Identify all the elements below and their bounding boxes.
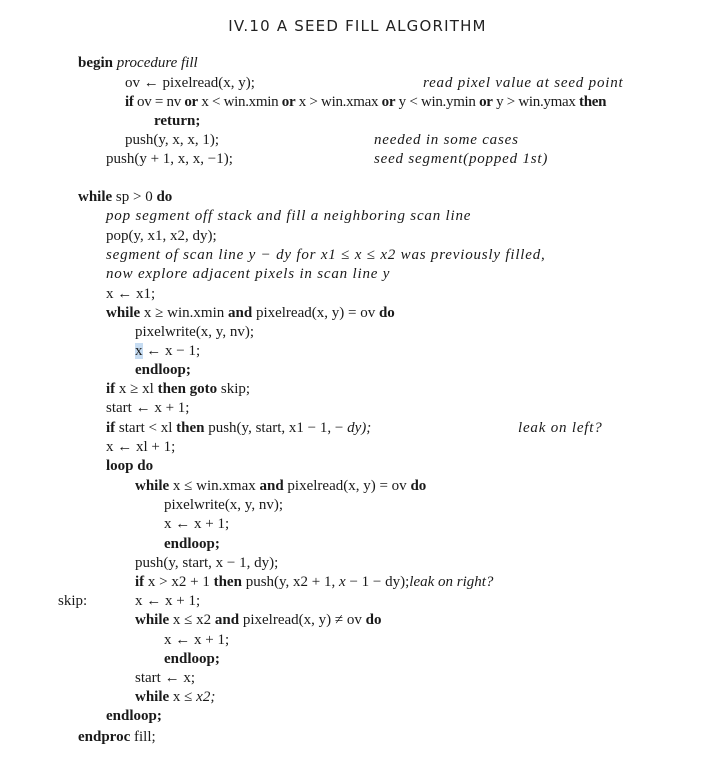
keyword: do (378, 305, 395, 321)
keyword: and (228, 305, 253, 321)
keyword: while (135, 689, 170, 705)
code-line (125, 93, 606, 112)
code-line (164, 535, 220, 554)
italic-text: x (339, 574, 346, 590)
code-comment: seed segment(popped 1st) (374, 151, 549, 167)
code-text: push(y + 1, x, x, −1); (106, 151, 233, 167)
code-line (106, 457, 153, 476)
code-line (106, 707, 162, 726)
keyword: do (156, 189, 173, 205)
code-line (135, 611, 381, 630)
keyword: if (106, 381, 116, 397)
code-line (78, 188, 172, 207)
code-text: x ≥ win.xmin (140, 305, 228, 321)
code-text: ← x − 1; (142, 343, 201, 359)
code-text: x ≤ x2 (169, 612, 215, 628)
italic-text: dy); (347, 420, 372, 436)
keyword: endloop; (135, 362, 191, 378)
code-line (106, 380, 250, 399)
code-text: x ≤ (169, 689, 197, 705)
keyword: then (579, 94, 607, 110)
code-line (78, 54, 198, 73)
code-text: push(y, x, x, 1); (125, 132, 220, 148)
code-line (154, 112, 200, 131)
code-line (135, 477, 426, 496)
code-text: y < win.ymin (395, 94, 480, 110)
keyword: while (135, 478, 170, 494)
code-text: push(y, start, x1 − 1, − (204, 420, 348, 436)
italic-text: x2; (196, 689, 216, 705)
comment-text: pop segment off stack and fill a neighboring scan line (106, 208, 472, 224)
code-text: sp > 0 (112, 189, 157, 205)
code-line (164, 631, 229, 650)
code-text: y > win.ymax (492, 94, 579, 110)
keyword: begin (78, 55, 114, 71)
code-comment: needed in some cases (374, 132, 519, 148)
code-line (125, 74, 255, 93)
code-text: pop(y, x1, x2, dy); (106, 228, 217, 244)
keyword: endloop; (164, 651, 220, 667)
code-line (135, 669, 195, 688)
keyword: or (281, 94, 296, 110)
code-text: x > x2 + 1 (144, 574, 214, 590)
code-line (135, 361, 191, 380)
code-line (106, 419, 371, 438)
code-line (125, 131, 219, 150)
code-text: start ← x + 1; (106, 400, 190, 416)
italic-text: leak on right? (409, 574, 494, 590)
code-text: x < win.xmin (197, 94, 282, 110)
code-line (135, 554, 278, 573)
code-comment: leak on left? (518, 420, 603, 436)
keyword: then (176, 420, 205, 436)
code-line (106, 399, 189, 418)
keyword: while (106, 305, 141, 321)
keyword: do (365, 612, 382, 628)
code-text: x ← x1; (106, 286, 156, 302)
code-text: push(y, x2 + 1, (241, 574, 340, 590)
code-line (78, 728, 156, 747)
code-line (106, 150, 233, 169)
code-text: x > win.xmax (295, 94, 382, 110)
keyword: endloop; (106, 708, 162, 724)
code-text: start ← x; (135, 670, 195, 686)
keyword: and (214, 612, 240, 628)
code-line (106, 246, 546, 265)
keyword: or (479, 94, 493, 110)
code-text: fill; (130, 729, 156, 745)
code-line (106, 207, 471, 226)
keyword: while (135, 612, 170, 628)
code-line (106, 438, 175, 457)
code-line (135, 688, 215, 707)
code-text: pixelread(x, y) = ov (283, 478, 411, 494)
code-text: ov ← pixelread(x, y); (125, 75, 255, 91)
skip-label: skip: (58, 593, 88, 609)
keyword: do (410, 478, 427, 494)
code-text: x ← x + 1; (135, 593, 201, 609)
code-text: pixelwrite(x, y, nv); (135, 324, 254, 340)
code-text: pixelread(x, y) = ov (252, 305, 379, 321)
keyword: loop do (106, 458, 154, 474)
code-text: skip; (217, 381, 251, 397)
comment-text: now explore adjacent pixels in scan line y (106, 266, 391, 282)
keyword: then goto (157, 381, 218, 397)
comment-text: segment of scan line y − dy for x1 ≤ x ≤ x2 was previously filled, (106, 247, 546, 263)
code-line (135, 323, 254, 342)
keyword: endproc (78, 729, 131, 745)
code-text: − 1 − dy); (345, 574, 410, 590)
code-text: pixelwrite(x, y, nv); (164, 497, 283, 513)
code-text: pixelread(x, y) ≠ ov (239, 612, 366, 628)
code-comment: read pixel value at seed point (423, 75, 624, 91)
keyword: return; (154, 113, 201, 129)
selected-text[interactable]: x (135, 343, 143, 359)
keyword: while (78, 189, 113, 205)
code-line (106, 227, 217, 246)
code-line (135, 573, 493, 592)
code-line (164, 650, 220, 669)
code-text: ov = nv (133, 94, 185, 110)
code-line (106, 285, 155, 304)
code-line (135, 342, 200, 361)
keyword: if (106, 420, 116, 436)
code-text: x ≤ win.xmax (169, 478, 260, 494)
code-line (106, 304, 395, 323)
code-text: push(y, start, x − 1, dy); (135, 555, 279, 571)
keyword: or (381, 94, 396, 110)
code-line (135, 592, 200, 611)
keyword: or (184, 94, 198, 110)
code-text: x ← x + 1; (164, 516, 230, 532)
code-line (164, 496, 283, 515)
code-text: x ≥ xl (115, 381, 158, 397)
keyword: if (135, 574, 145, 590)
italic-text: procedure fill (116, 55, 198, 71)
code-text: x ← xl + 1; (106, 439, 176, 455)
keyword: if (125, 94, 134, 110)
keyword: and (259, 478, 284, 494)
code-text: x ← x + 1; (164, 632, 230, 648)
code-line (164, 515, 229, 534)
keyword: endloop; (164, 536, 220, 552)
code-text: start < xl (115, 420, 177, 436)
section-title: IV.10 A SEED FILL ALGORITHM (228, 17, 487, 35)
keyword: then (213, 574, 242, 590)
code-line (106, 265, 390, 284)
